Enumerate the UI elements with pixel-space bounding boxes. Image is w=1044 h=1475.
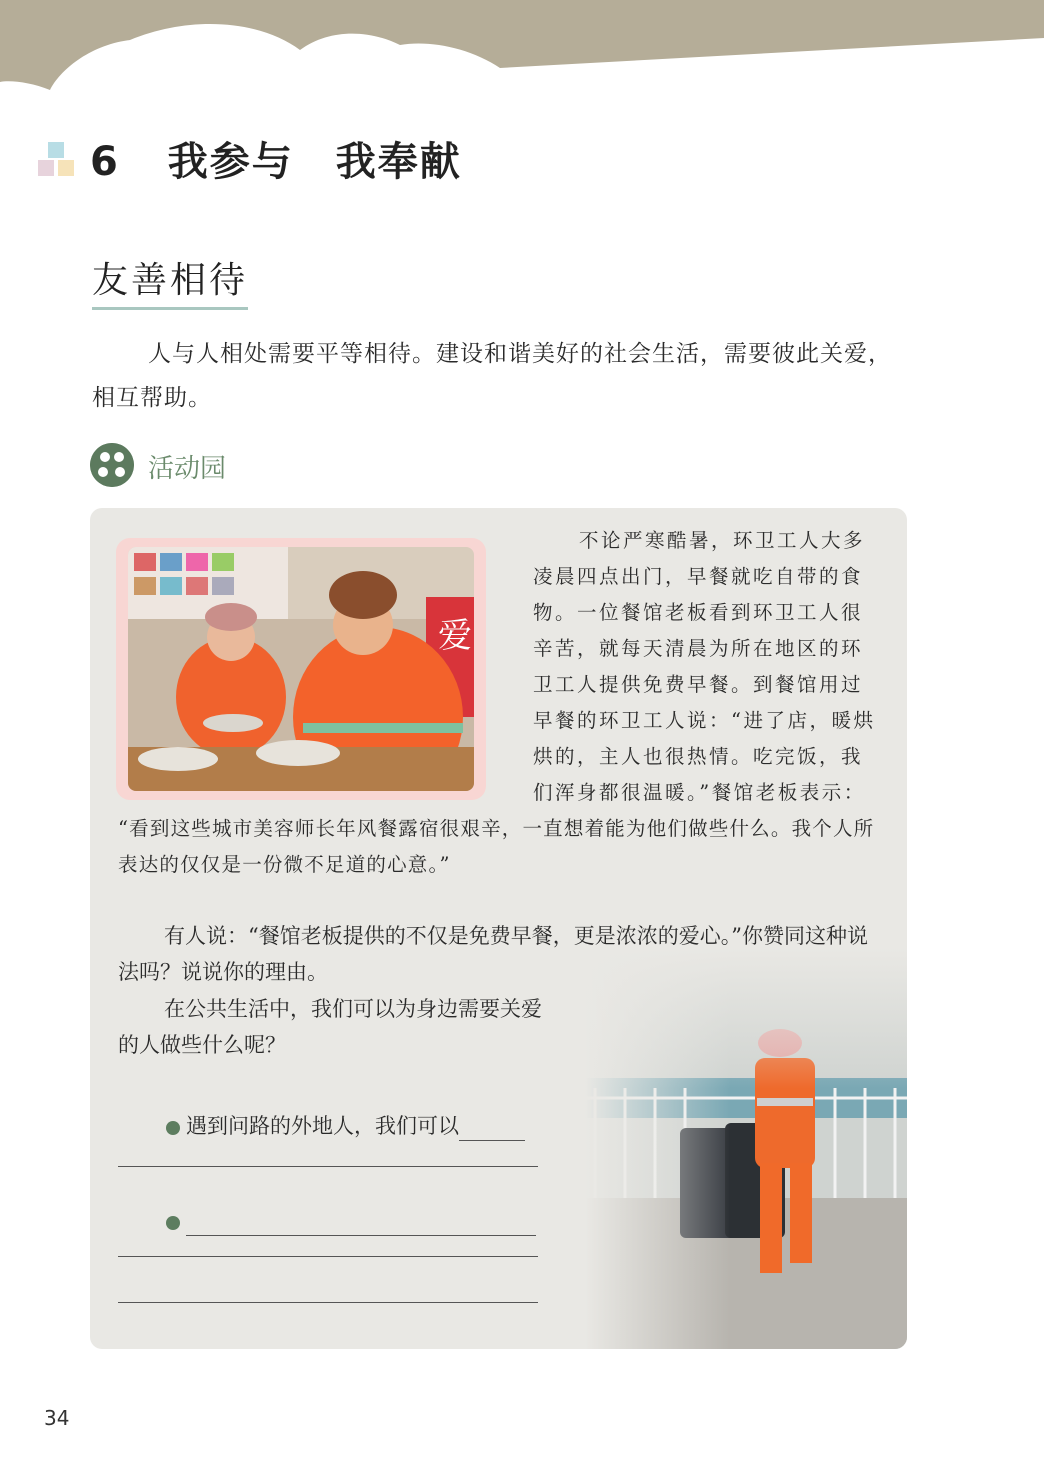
bullet-dot-icon: [166, 1121, 180, 1135]
sanitation-workers-photo: [128, 547, 474, 791]
photo-sign-text: 爱: [438, 616, 472, 656]
photo-frame: [116, 538, 486, 800]
discussion-question-2: 在公共生活中，我们可以为身边需要关爱的人做些什么呢？: [118, 997, 542, 1057]
answer-blank-1[interactable]: [459, 1116, 525, 1141]
chapter-title-text: 我参与 我奉献: [167, 139, 462, 185]
hands-icon: [90, 443, 134, 487]
chapter-squares-icon: [38, 142, 78, 182]
activity-card: [90, 508, 907, 1349]
street-sweeper-photo: [585, 948, 907, 1349]
story-paragraph-right: 不论严寒酷暑，环卫工人大多凌晨四点出门，早餐就吃自带的食物。一位餐馆老板看到环卫工人很辛苦，就每天清晨为所在地区的环卫工人提供免费早餐。到餐馆用过早餐的环卫工人说：“进了店，暖烘烘的，主人也很热情。吃完饭，我们浑身都很温暖。”餐馆老板表示：: [533, 529, 876, 804]
answer-item-1-prompt: 遇到问路的外地人，我们可以: [186, 1114, 459, 1138]
story-paragraph-bottom: “看到这些城市美容师长年风餐露宿很艰辛，一直想着能为他们做些什么。我个人所表达的仅仅是一份微不足道的心意。”: [118, 817, 875, 876]
answer-line-3[interactable]: [118, 1302, 538, 1303]
answer-item-1: [118, 1111, 525, 1141]
answer-blank-2[interactable]: [186, 1211, 536, 1236]
activity-label: 活动园: [148, 454, 227, 484]
bullet-dot-icon: [166, 1216, 180, 1230]
answer-line-2[interactable]: [118, 1256, 538, 1257]
chapter-number: 6: [90, 139, 120, 185]
section-title: 友善相待: [92, 252, 248, 310]
answer-item-2: [118, 1206, 536, 1236]
chapter-title: [90, 130, 462, 187]
answer-line-1[interactable]: [118, 1166, 538, 1167]
discussion-question-1: 有人说：“餐馆老板提供的不仅是免费早餐，更是浓浓的爱心。”你赞同这种说法吗？说说你的理由。: [118, 924, 868, 984]
page-number: 34: [44, 1406, 70, 1430]
intro-paragraph: 人与人相处需要平等相待。建设和谐美好的社会生活，需要彼此关爱，相互帮助。: [92, 341, 892, 411]
header-cloud-band: [0, 0, 1044, 110]
